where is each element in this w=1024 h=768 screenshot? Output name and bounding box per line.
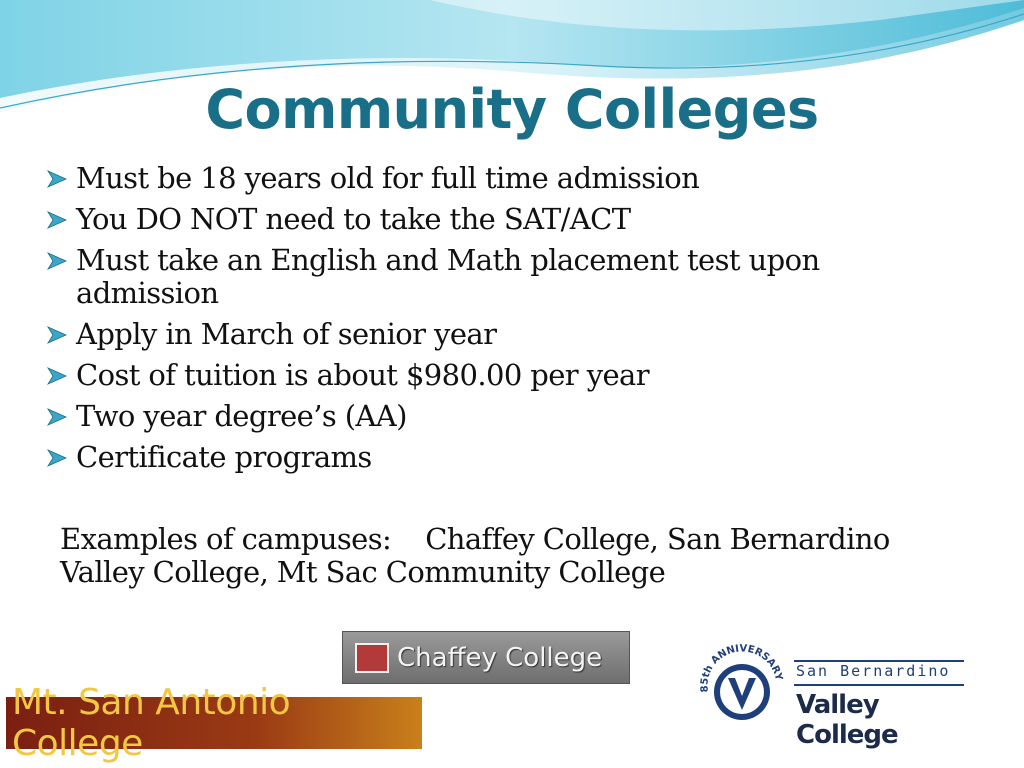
list-item (46, 441, 886, 474)
page-title: Community Colleges (205, 78, 819, 141)
bullet-text: Certificate programs (76, 440, 372, 474)
bullet-text: Must take an English and Math placement test upon admission (76, 243, 820, 310)
list-item (46, 359, 886, 392)
chaffey-logo-text: Chaffey College (397, 642, 603, 673)
seal-text: 85th ANNIVERSARY (699, 643, 785, 693)
list-item (46, 162, 886, 195)
chaffey-house-icon (355, 643, 389, 673)
list-item (46, 400, 886, 433)
logo-rule (794, 684, 964, 686)
arrow-bullet-icon (46, 366, 68, 386)
bullet-text: Must be 18 years old for full time admission (76, 161, 700, 195)
arrow-bullet-icon (46, 448, 68, 468)
bullet-text: Two year degree’s (AA) (76, 399, 407, 433)
mtsac-logo-text: Mt. San Antonio College (12, 682, 291, 764)
anniversary-seal-icon (694, 640, 790, 736)
list-item (46, 318, 886, 351)
bullet-text: Apply in March of senior year (76, 317, 497, 351)
list-item (46, 244, 886, 310)
bullet-list (46, 162, 886, 482)
chaffey-college-logo (342, 631, 630, 684)
examples-text: Chaffey College, San Bernardino Valley College, Mt Sac Community College (60, 522, 890, 589)
mt-san-antonio-college-logo (6, 682, 422, 764)
arrow-bullet-icon (46, 210, 68, 230)
list-item (46, 203, 886, 236)
bullet-text: You DO NOT need to take the SAT/ACT (76, 202, 631, 236)
arrow-bullet-icon (46, 407, 68, 427)
bullet-text: Cost of tuition is about $980.00 per year (76, 358, 649, 392)
examples-paragraph (60, 523, 960, 589)
sbvc-logo-bottom-text: Valley College (796, 690, 898, 750)
san-bernardino-valley-college-logo (694, 640, 976, 750)
arrow-bullet-icon (46, 325, 68, 345)
sbvc-logo-top-text: San Bernardino (796, 662, 951, 680)
arrow-bullet-icon (46, 251, 68, 271)
examples-label: Examples of campuses: (60, 522, 392, 556)
arrow-bullet-icon (46, 169, 68, 189)
